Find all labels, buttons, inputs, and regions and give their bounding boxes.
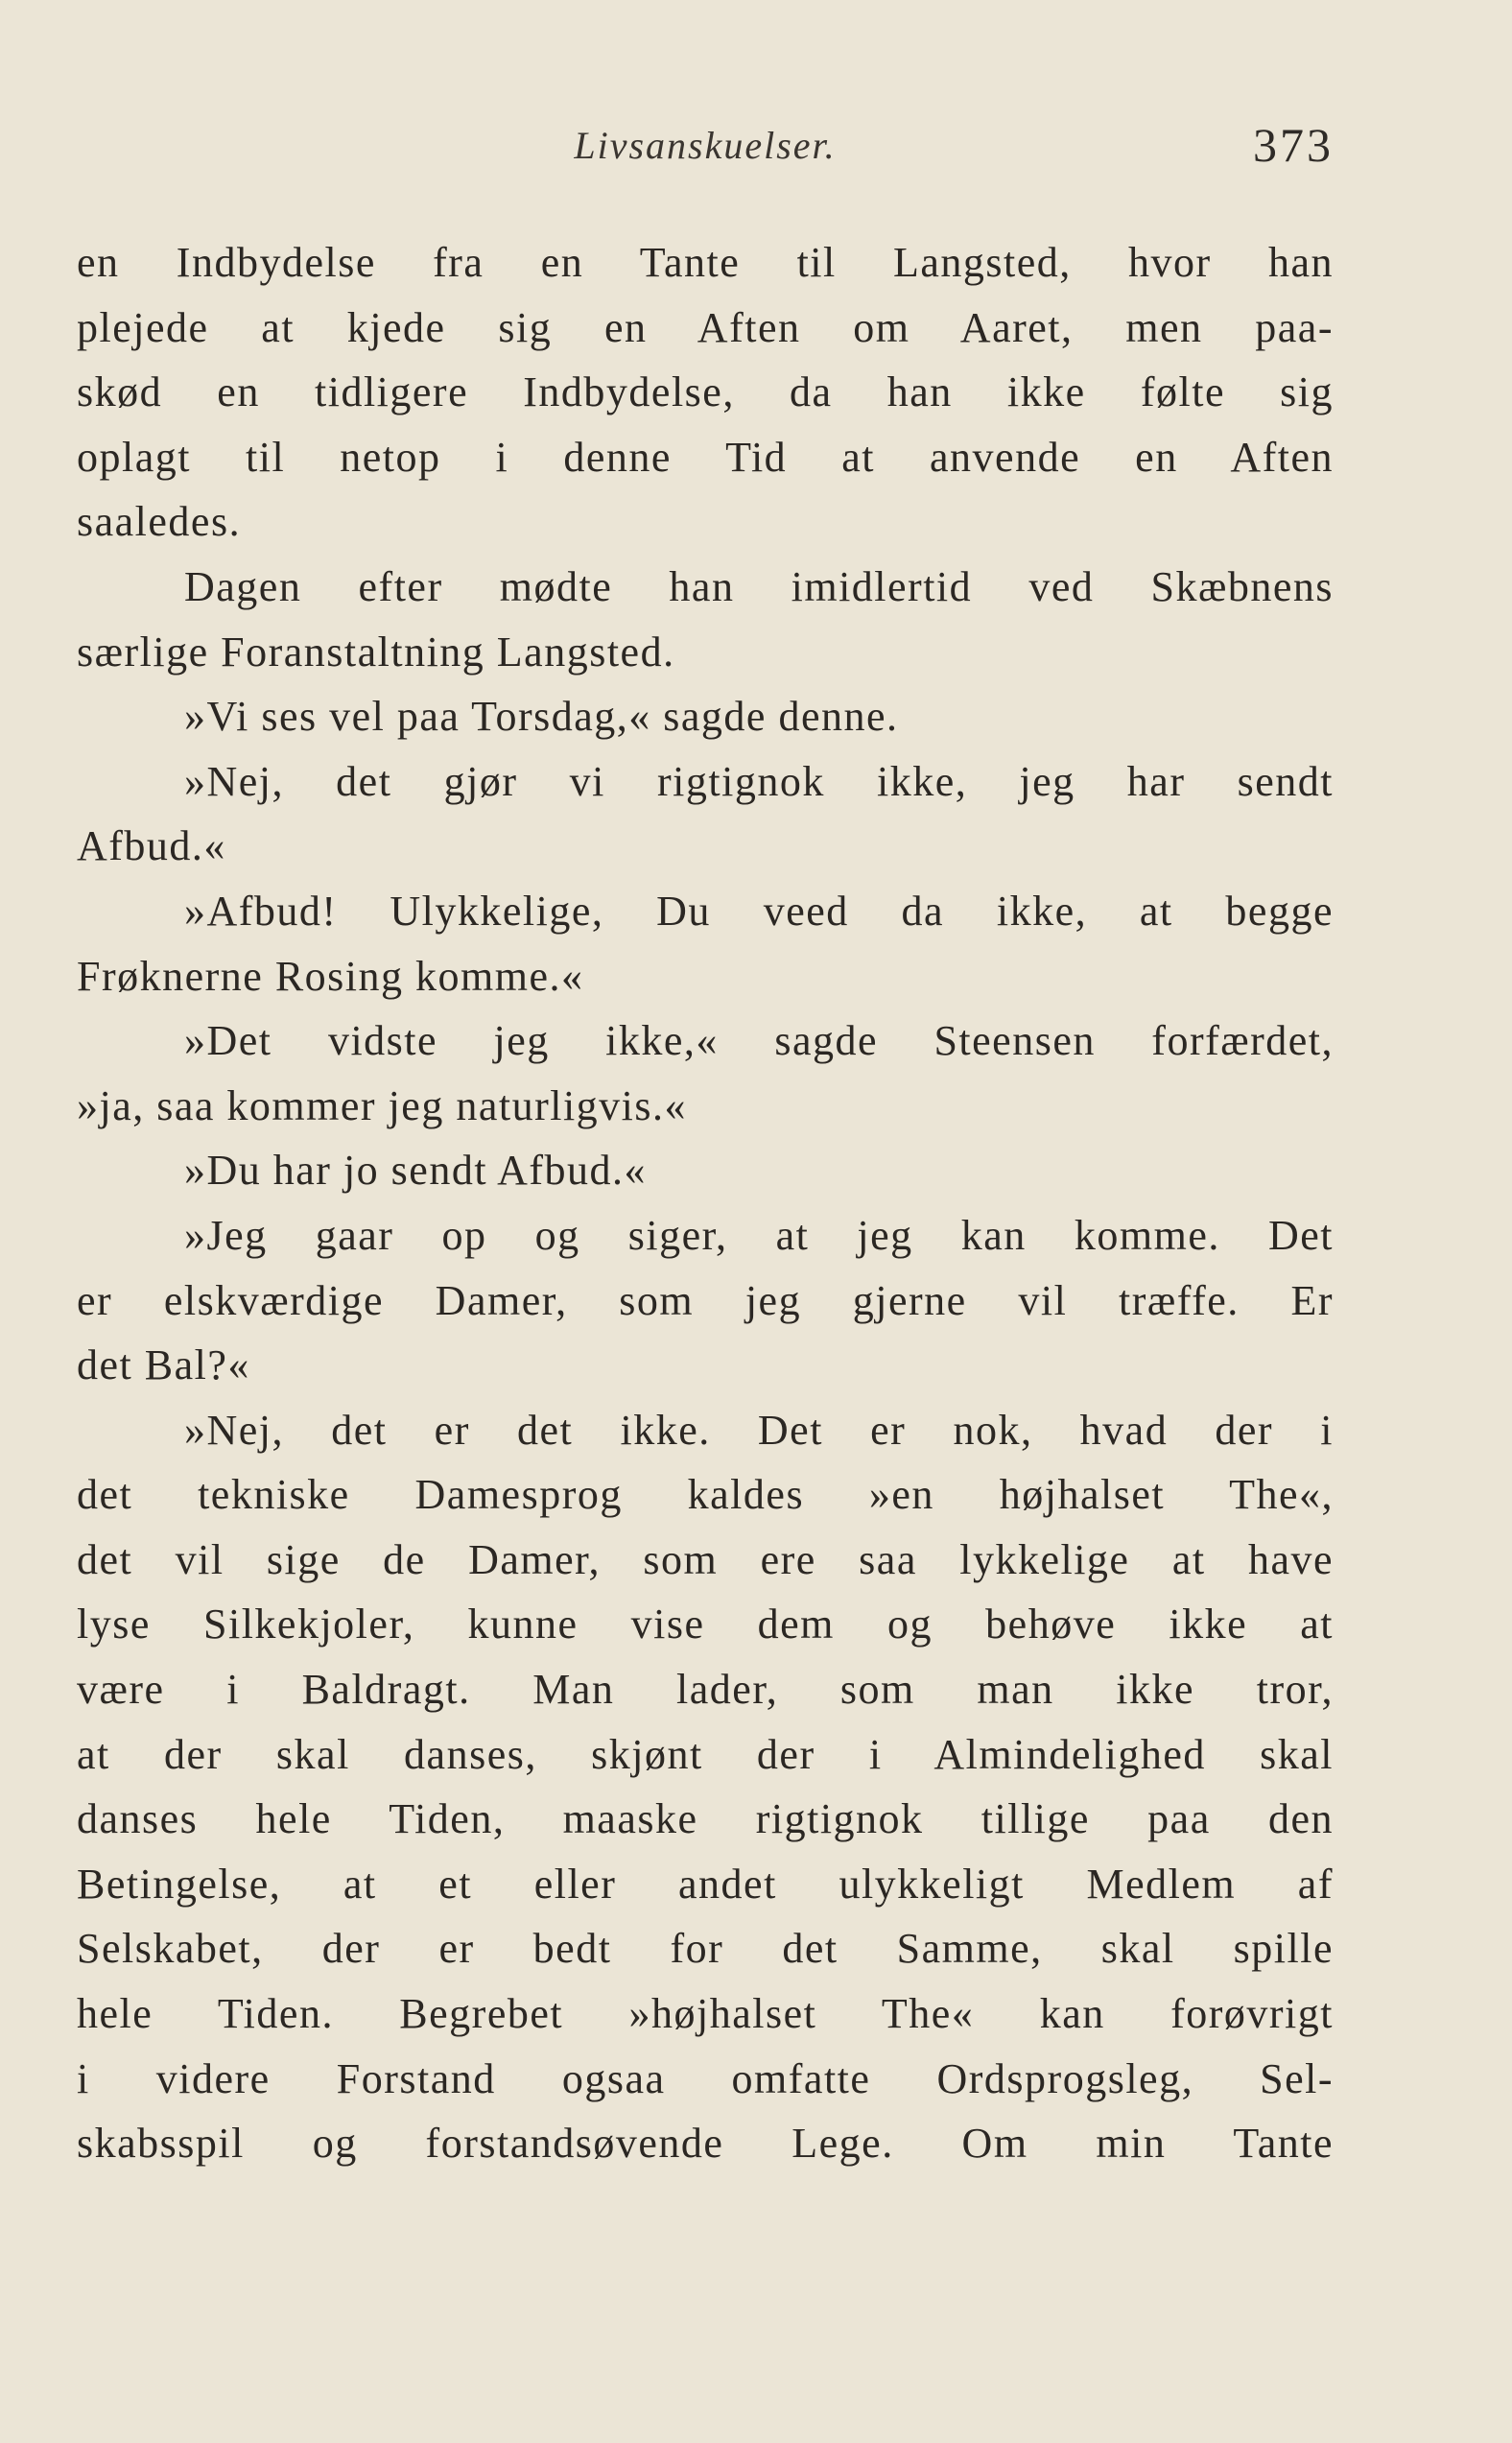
text-line: at der skal danses, skjønt der i Almindelighed skal (77, 1730, 1334, 1778)
text-line: plejede at kjede sig en Aften om Aaret, men paa- (77, 303, 1334, 351)
text-line: Dagen efter mødte han imidlertid ved Skæbnens (184, 562, 1334, 610)
text-line: oplagt til netop i denne Tid at anvende en Aften (77, 433, 1334, 481)
text-line: Afbud.« (77, 822, 226, 870)
running-head (77, 118, 1334, 190)
text-line: er elskværdige Damer, som jeg gjerne vil træffe. Er (77, 1276, 1334, 1324)
text-line: det tekniske Damesprog kaldes »en højhalset The«, (77, 1471, 1334, 1519)
text-line: danses hele Tiden, maaske rigtignok tillige paa den (77, 1795, 1334, 1843)
text-line: i videre Forstand ogsaa omfatte Ordsprogsleg, Sel- (77, 2054, 1334, 2102)
text-line: »Vi ses vel paa Torsdag,« sagde denne. (184, 693, 899, 741)
running-title: Livsanskuelser. (574, 124, 837, 167)
text-line: »Du har jo sendt Afbud.« (184, 1147, 648, 1195)
text-line: Frøknerne Rosing komme.« (77, 952, 584, 1000)
text-line: saaledes. (77, 498, 242, 546)
text-line: »Jeg gaar op og siger, at jeg kan komme. Det (184, 1211, 1334, 1259)
text-line: »Det vidste jeg ikke,« sagde Steensen forfærdet, (184, 1017, 1334, 1065)
text-line: være i Baldragt. Man lader, som man ikke tror, (77, 1666, 1334, 1714)
text-line: »ja, saa kommer jeg naturligvis.« (77, 1081, 688, 1129)
text-line: lyse Silkekjoler, kunne vise dem og behøve ikke at (77, 1601, 1334, 1648)
text-line: »Nej, det er det ikke. Det er nok, hvad der i (184, 1406, 1334, 1454)
text-line: Selskabet, der er bedt for det Samme, skal spille (77, 1925, 1334, 1973)
text-line: »Nej, det gjør vi rigtignok ikke, jeg har sendt (184, 757, 1334, 805)
page-number: 373 (1253, 118, 1334, 172)
text-line: det Bal?« (77, 1341, 250, 1389)
text-line: »Afbud! Ulykkelige, Du veed da ikke, at begge (184, 887, 1334, 935)
text-line: hele Tiden. Begrebet »højhalset The« kan forøvrigt (77, 1990, 1334, 2038)
text-line: skabsspil og forstandsøvende Lege. Om min Tante (77, 2120, 1334, 2168)
text-line: en Indbydelse fra en Tante til Langsted, hvor han (77, 239, 1334, 286)
text-line: særlige Foranstaltning Langsted. (77, 628, 675, 676)
text-line: Betingelse, at et eller andet ulykkeligt Medlem af (77, 1860, 1334, 1908)
text-line: skød en tidligere Indbydelse, da han ikke følte sig (77, 368, 1334, 416)
body-text (77, 230, 1334, 2176)
text-line: det vil sige de Damer, som ere saa lykkelige at have (77, 1535, 1334, 1583)
